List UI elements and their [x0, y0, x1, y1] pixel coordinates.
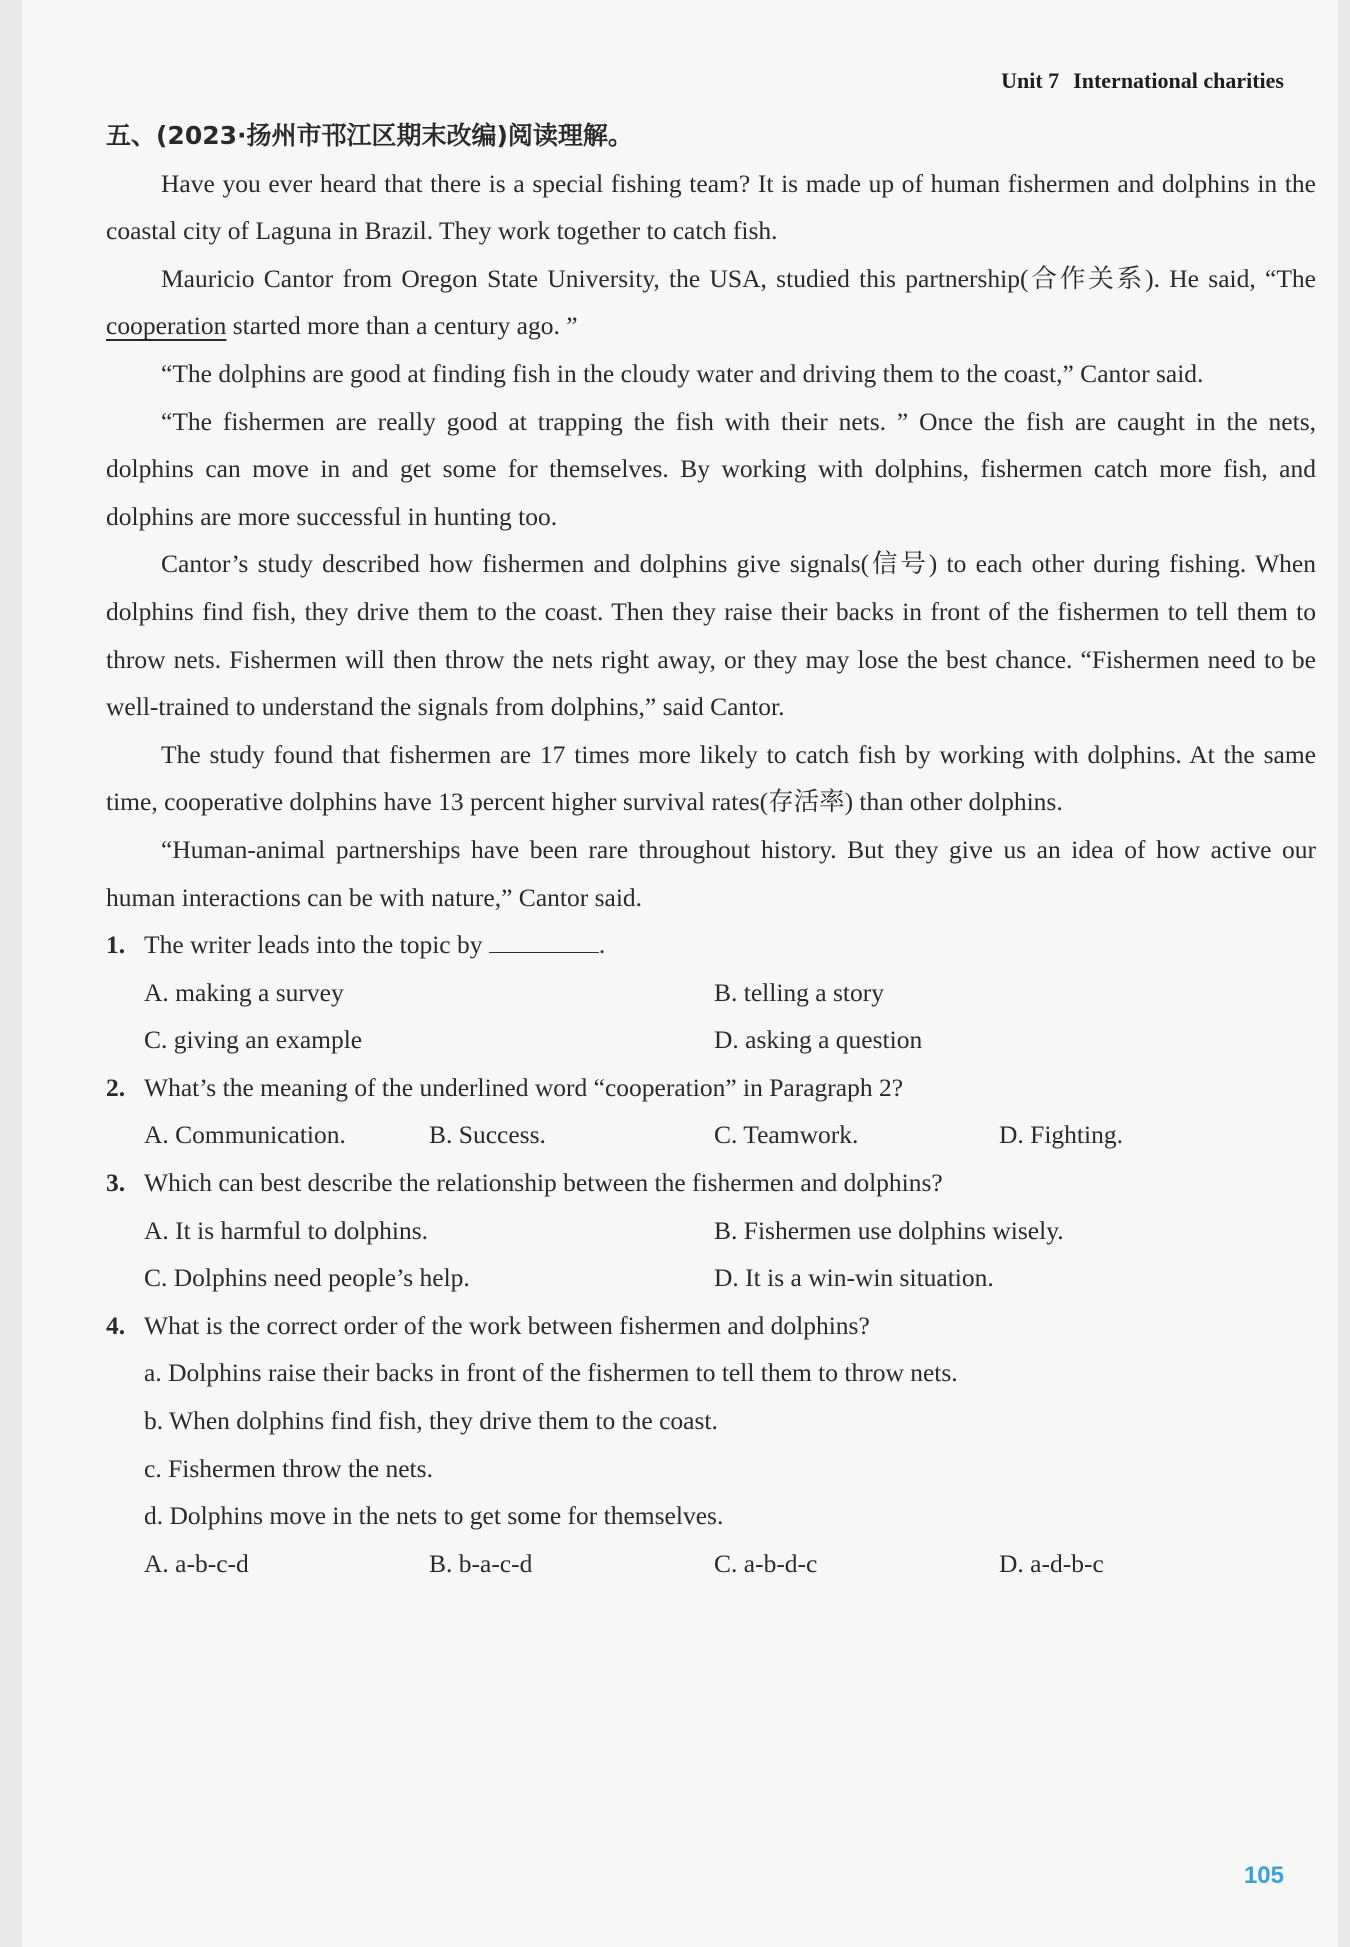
question-number: 1. [106, 930, 126, 960]
option-a[interactable]: A. a-b-c-d [144, 1548, 249, 1578]
options [144, 969, 1316, 1064]
option-a[interactable]: A. It is harmful to dolphins. [144, 1215, 429, 1245]
option-c[interactable]: C. Dolphins need people’s help. [144, 1263, 470, 1293]
option-d[interactable]: D. a-d-b-c [999, 1548, 1104, 1578]
question-stem: The writer leads into the topic by [144, 930, 489, 960]
question-number: 3. [106, 1168, 126, 1198]
option-b[interactable]: B. Success. [429, 1120, 546, 1150]
question-number: 2. [106, 1072, 126, 1102]
page-number: 105 [1243, 1862, 1284, 1889]
question-stem: What is the correct order of the work between fishermen and dolphins? [144, 1310, 870, 1340]
options [144, 1111, 1316, 1159]
option-b[interactable]: B. Fishermen use dolphins wisely. [714, 1215, 1064, 1245]
order-item-c: c. Fishermen throw the nets. [144, 1453, 433, 1483]
option-c[interactable]: C. giving an example [144, 1025, 363, 1055]
option-a[interactable]: A. Communication. [144, 1120, 346, 1150]
options [144, 1207, 1316, 1302]
option-b[interactable]: B. telling a story [714, 977, 884, 1007]
section-title: 五、(2023·扬州市邗江区期末改编)阅读理解。 [106, 121, 633, 150]
question-4 [106, 1302, 1316, 1588]
option-d[interactable]: D. Fighting. [999, 1120, 1123, 1150]
paragraph-5: Cantor’s study described how fishermen and dolphins give signals(信号) to each other during fishing. When dolphins find fish, they drive them to the coast. Then they raise their backs in front of the fishermen to tell them to throw nets. Fishermen will then throw the nets right away, or they may lose the best chance. “Fishermen need to be well-trained to understand the signals from dolphins,” said Cantor. [106, 549, 1316, 722]
paragraph-1: Have you ever heard that there is a special fishing team? It is made up of human fishermen and dolphins in the coastal city of Laguna in Brazil. They work together to catch fish. [106, 168, 1316, 246]
unit-title: International charities [1073, 68, 1284, 93]
page [22, 0, 1338, 1947]
paragraph-3: “The dolphins are good at finding fish in the cloudy water and driving them to the coast,” Cantor said. [161, 358, 1204, 388]
question-number: 4. [106, 1310, 126, 1340]
paragraph-7: “Human-animal partnerships have been rare throughout history. But they give us an idea of how active our human interactions can be with nature,” Cantor said. [106, 834, 1316, 912]
option-a[interactable]: A. making a survey [144, 977, 344, 1007]
running-header [1001, 68, 1284, 94]
options [144, 1540, 1316, 1588]
order-item-b: b. When dolphins find fish, they drive them to the coast. [144, 1406, 718, 1436]
answer-blank[interactable] [489, 930, 599, 953]
paragraph-4: “The fishermen are really good at trapping the fish with their nets. ” Once the fish are caught in the nets, dolphins can move in and get some for themselves. By working with dolphins, fishermen catch more fish, and dolphins are more successful in hunting too. [106, 406, 1316, 531]
paragraph-6: The study found that fishermen are 17 times more likely to catch fish by working with dolphins. At the same time, cooperative dolphins have 13 percent higher survival rates(存活率) than other dolphins. [106, 739, 1316, 817]
underlined-word: cooperation [106, 311, 227, 341]
order-item-a: a. Dolphins raise their backs in front of the fishermen to tell them to throw nets. [144, 1358, 958, 1388]
order-item-d: d. Dolphins move in the nets to get some for themselves. [144, 1501, 724, 1531]
question-3 [106, 1159, 1316, 1302]
question-stem: What’s the meaning of the underlined word “cooperation” in Paragraph 2? [144, 1072, 904, 1102]
unit-label: Unit 7 [1001, 68, 1060, 93]
option-c[interactable]: C. Teamwork. [714, 1120, 859, 1150]
question-1: 1. The writer leads into the topic by . A. making a survey B. telling a story C. giving an example D. asking a question [106, 921, 1316, 1064]
option-b[interactable]: B. b-a-c-d [429, 1548, 533, 1578]
question-stem: Which can best describe the relationship between the fishermen and dolphins? [144, 1168, 943, 1198]
option-c[interactable]: C. a-b-d-c [714, 1548, 818, 1578]
question-2 [106, 1064, 1316, 1159]
paragraph-2: Mauricio Cantor from Oregon State University, the USA, studied this partnership(合作关系). He said, “The cooperation started more than a century ago. ” [106, 263, 1316, 341]
option-d[interactable]: D. It is a win-win situation. [714, 1263, 994, 1293]
reading-section [106, 112, 1316, 1587]
option-d[interactable]: D. asking a question [714, 1025, 923, 1055]
